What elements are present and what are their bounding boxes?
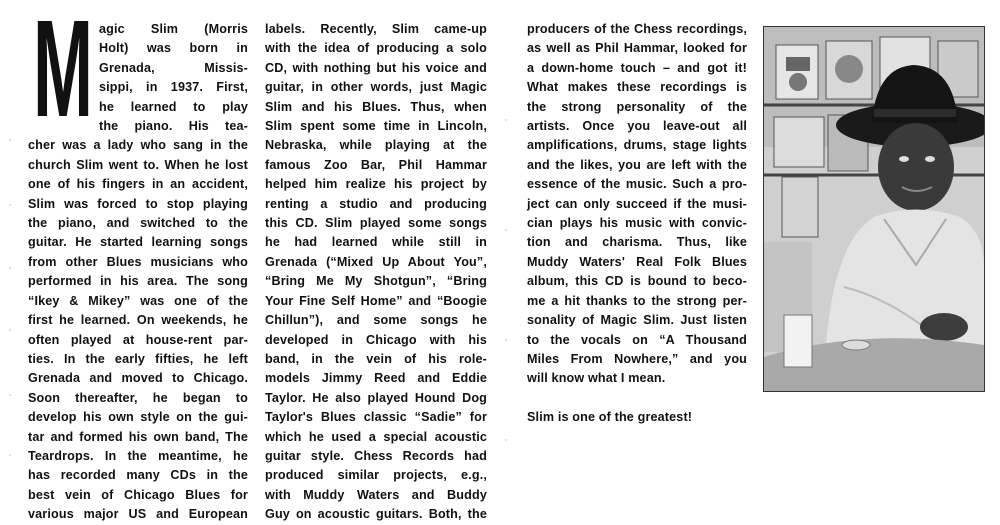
text-line: album, this CD is bound to beco- — [527, 274, 747, 289]
text-line: Slim was forced to stop playing — [28, 196, 248, 211]
text-line: tar and formed his own band, The — [28, 429, 248, 444]
text-line: artists. Once you leave-out all — [527, 119, 747, 134]
text-line: from other Blues musicians who — [28, 254, 248, 269]
text-line: various major US and European — [28, 507, 248, 522]
text-line: guitar. He started learning songs — [28, 235, 248, 250]
text-line: developed in Chicago with his — [265, 332, 487, 347]
text-line: one of his fingers in an accident, — [28, 177, 248, 192]
text-line: models Jimmy Reed and Eddie — [265, 371, 487, 386]
text-line: Miles From Nowhere,” and you — [527, 351, 747, 366]
text-line: ject can only succeed if the musi- — [527, 196, 747, 211]
text-line: Your Fine Self Home” and “Boogie — [265, 293, 487, 308]
text-line: helped him realize his project by — [265, 177, 487, 192]
text-line: Grenada and moved to Chicago. — [28, 371, 248, 386]
text-line: Holt) was born in — [99, 41, 248, 56]
text-line: Grenada, Missis- — [99, 60, 248, 75]
article-column-2 — [265, 20, 487, 525]
text-line: cian plays his music with convic- — [527, 216, 747, 231]
text-line: best vein of Chicago Blues for — [28, 487, 248, 502]
text-line: as well as Phil Hammar, looked for — [527, 41, 747, 56]
text-line: cher was a lady who sang in the — [28, 138, 248, 153]
text-line: What makes these recordings is — [527, 80, 747, 95]
text-line: a down-home touch – and got it! — [527, 60, 747, 75]
text-line: tion and charisma. Thus, like — [527, 235, 747, 250]
text-line: “Ikey & Mikey” was one of the — [28, 293, 248, 308]
closing-line: Slim is one of the greatest! — [527, 410, 693, 425]
text-line: “Bring Me My Shotgun”, “Bring — [265, 274, 487, 289]
text-line: band, in the vein of his role- — [265, 351, 487, 366]
text-line: Slim and his Blues. Thus, when — [265, 99, 487, 114]
magic-slim-photo — [763, 26, 985, 392]
text-line: with Muddy Waters and Buddy — [265, 487, 487, 502]
text-line: first he learned. On weekends, he — [28, 313, 248, 328]
text-line: Nebraska, while playing at the — [265, 138, 487, 153]
text-line: essence of the music. Such a pro- — [527, 177, 747, 192]
text-line: producers of the Chess recordings, — [527, 22, 747, 36]
text-line: this CD. Slim played some songs — [265, 216, 487, 231]
text-line: sonality of Magic Slim. Just listen — [527, 313, 747, 328]
text-line: Taylor's Blues classic “Sadie” for — [265, 410, 487, 425]
article-column-1 — [28, 20, 248, 525]
text-line: often played at house-rent par- — [28, 332, 248, 347]
text-line: Muddy Waters' Real Folk Blues — [527, 254, 747, 269]
text-line: ties. In the early fifties, he left — [28, 351, 248, 366]
text-line: guitar, in other words, just Magic — [265, 80, 487, 95]
text-line: CD, with nothing but his voice and — [265, 60, 487, 75]
text-line: church Slim went to. When he lost — [28, 157, 248, 172]
text-line: amplifications, drums, stage lights — [527, 138, 747, 153]
text-line: agic Slim (Morris — [99, 22, 248, 36]
drop-cap-letter: M — [33, 20, 93, 118]
text-line: me a hit thanks to the strong per- — [527, 293, 747, 308]
text-line: and the likes, you are left with the — [527, 157, 747, 172]
text-line: labels. Recently, Slim came-up — [265, 22, 487, 36]
text-line: he learned to play — [99, 99, 248, 114]
paragraph-spacer — [527, 389, 747, 408]
text-line: Soon thereafter, he began to — [28, 390, 248, 405]
text-line: Slim spent some time in Lincoln, — [265, 119, 487, 134]
text-line: performed in his area. The song — [28, 274, 248, 289]
text-line: guitar style. Chess Records had — [265, 448, 487, 463]
text-line: will know what I mean. — [527, 371, 666, 386]
text-line: he had learned while still in — [265, 235, 487, 250]
text-line: Chillun”), and some songs he — [265, 313, 487, 328]
text-line: Grenada (“Mixed Up About You”, — [265, 254, 487, 269]
article-column-3 — [527, 20, 747, 428]
text-line: renting a studio and producing — [265, 196, 487, 211]
text-line: Teardrops. In the meantime, he — [28, 448, 248, 463]
text-line: develop his own style on the gui- — [28, 410, 248, 425]
text-line: has recorded many CDs in the — [28, 468, 248, 483]
text-line: Taylor. He also played Hound Dog — [265, 390, 487, 405]
text-line: to the vocals on “A Thousand — [527, 332, 747, 347]
text-line: the strong personality of the — [527, 99, 747, 114]
text-line: the piano, and switched to the — [28, 216, 248, 231]
text-line: sippi, in 1937. First, — [99, 80, 248, 95]
text-line: produced similar projects, e.g., — [265, 468, 487, 483]
text-line: the piano. His tea- — [99, 119, 248, 134]
text-line: with the idea of producing a solo — [265, 41, 487, 56]
text-line: Guy on acoustic guitars. Both, the — [265, 507, 487, 522]
text-line: famous Zoo Bar, Phil Hammar — [265, 157, 487, 172]
text-line: which he used a special acoustic — [265, 429, 487, 444]
